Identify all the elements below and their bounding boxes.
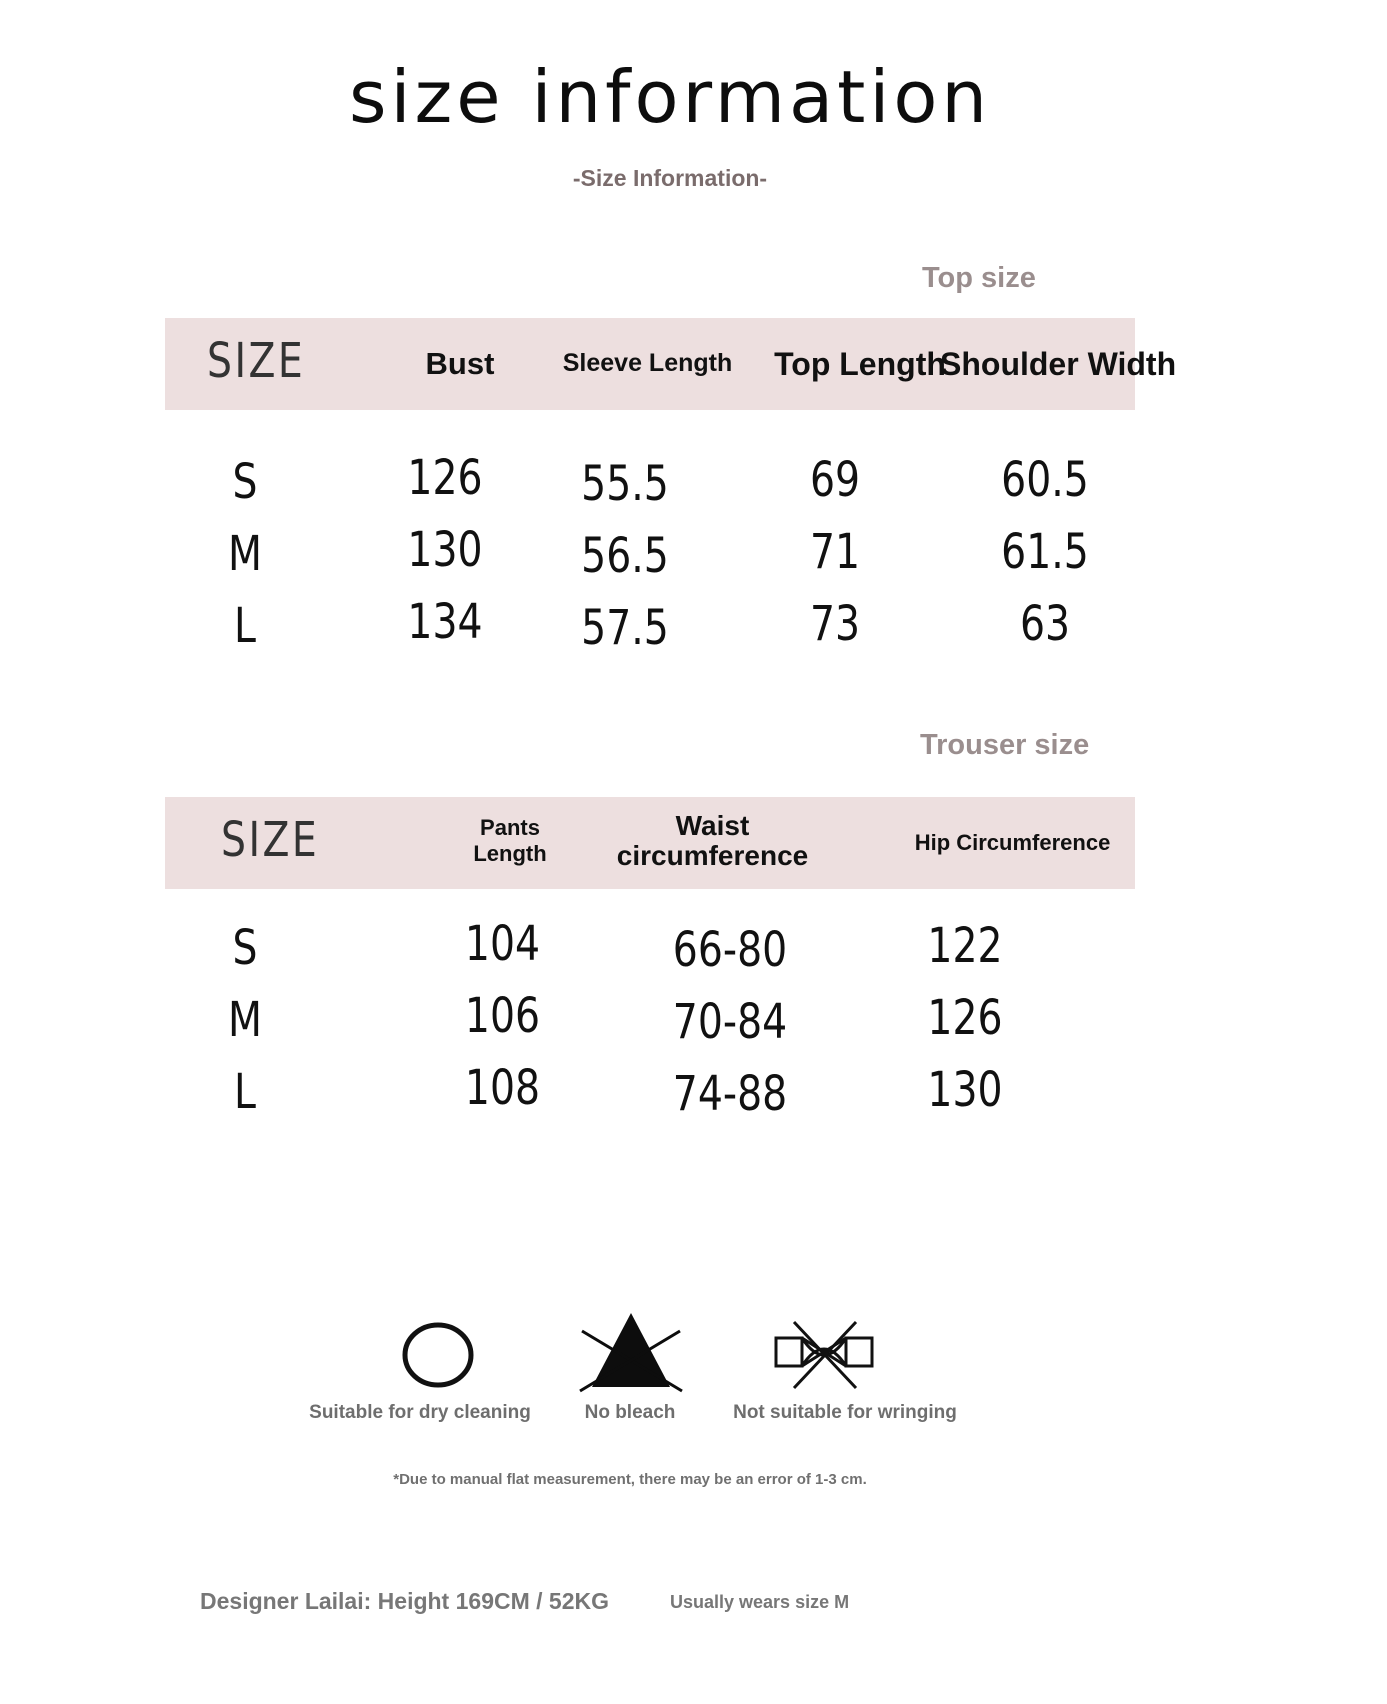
page-title: size information bbox=[348, 55, 992, 139]
trouser-size-label: Trouser size bbox=[920, 729, 1090, 761]
top-row-m-shoulder: 61.5 bbox=[1001, 524, 1089, 580]
trouser-row-m-waist: 70-84 bbox=[672, 994, 788, 1050]
trouser-row-s-waist: 66-80 bbox=[672, 922, 788, 978]
trouser-row-s-size: S bbox=[232, 920, 258, 976]
top-row-s-bust: 126 bbox=[407, 450, 483, 506]
care-label-no-bleach: No bleach bbox=[584, 1402, 676, 1423]
top-row-m-sleeve: 56.5 bbox=[581, 528, 669, 584]
trouser-row-s-hip: 122 bbox=[927, 918, 1003, 974]
trouser-row-l-hip: 130 bbox=[927, 1062, 1003, 1118]
top-row-l-length: 73 bbox=[809, 596, 861, 652]
top-row-l-sleeve: 57.5 bbox=[581, 600, 669, 656]
no-bleach-triangle-icon bbox=[578, 1305, 684, 1395]
top-size-label: Top size bbox=[922, 262, 1036, 294]
trouser-header-pants-length: Pants Length bbox=[473, 815, 547, 866]
top-row-s-sleeve: 55.5 bbox=[581, 456, 669, 512]
top-row-l-size: L bbox=[234, 598, 256, 654]
care-label-no-wringing: Not suitable for wringing bbox=[733, 1402, 957, 1423]
trouser-row-m-hip: 126 bbox=[927, 990, 1003, 1046]
trouser-size-column-header: SIZE bbox=[221, 812, 320, 868]
trouser-row-m-size: M bbox=[228, 992, 262, 1048]
trouser-row-s-pants: 104 bbox=[464, 916, 541, 972]
usual-size-note: Usually wears size M bbox=[670, 1592, 850, 1612]
trouser-row-l-size: L bbox=[234, 1064, 256, 1120]
top-row-l-shoulder: 63 bbox=[1019, 596, 1071, 652]
trouser-header-hip: Hip Circumference bbox=[914, 830, 1111, 855]
dry-clean-circle-icon bbox=[395, 1315, 481, 1395]
trouser-header-waist: Waist circumference bbox=[616, 810, 809, 871]
top-row-s-shoulder: 60.5 bbox=[1001, 452, 1089, 508]
trouser-row-l-pants: 108 bbox=[464, 1060, 541, 1116]
top-row-m-size: M bbox=[228, 526, 262, 582]
top-row-l-bust: 134 bbox=[407, 594, 483, 650]
no-wring-icon bbox=[772, 1318, 876, 1392]
trouser-row-m-pants: 106 bbox=[464, 988, 541, 1044]
top-row-s-size: S bbox=[232, 454, 258, 510]
top-row-m-length: 71 bbox=[809, 524, 861, 580]
top-size-column-header: SIZE bbox=[207, 333, 306, 389]
designer-info: Designer Lailai: Height 169CM / 52KG bbox=[200, 1588, 610, 1614]
care-label-dry-cleaning: Suitable for dry cleaning bbox=[309, 1402, 531, 1423]
measurement-note: *Due to manual flat measurement, there may be an error of 1-3 cm. bbox=[393, 1471, 867, 1488]
top-row-m-bust: 130 bbox=[407, 522, 483, 578]
page-subtitle: -Size Information- bbox=[572, 165, 768, 191]
trouser-row-l-waist: 74-88 bbox=[672, 1066, 788, 1122]
top-header-shoulder-width: Shoulder Width bbox=[940, 346, 1177, 382]
top-size-header bbox=[165, 318, 1177, 410]
top-header-top-length: Top Length bbox=[774, 346, 946, 382]
trouser-size-header bbox=[165, 797, 1135, 889]
top-header-sleeve-length: Sleeve Length bbox=[562, 349, 733, 377]
top-row-s-length: 69 bbox=[809, 452, 861, 508]
top-header-bust: Bust bbox=[425, 346, 495, 381]
